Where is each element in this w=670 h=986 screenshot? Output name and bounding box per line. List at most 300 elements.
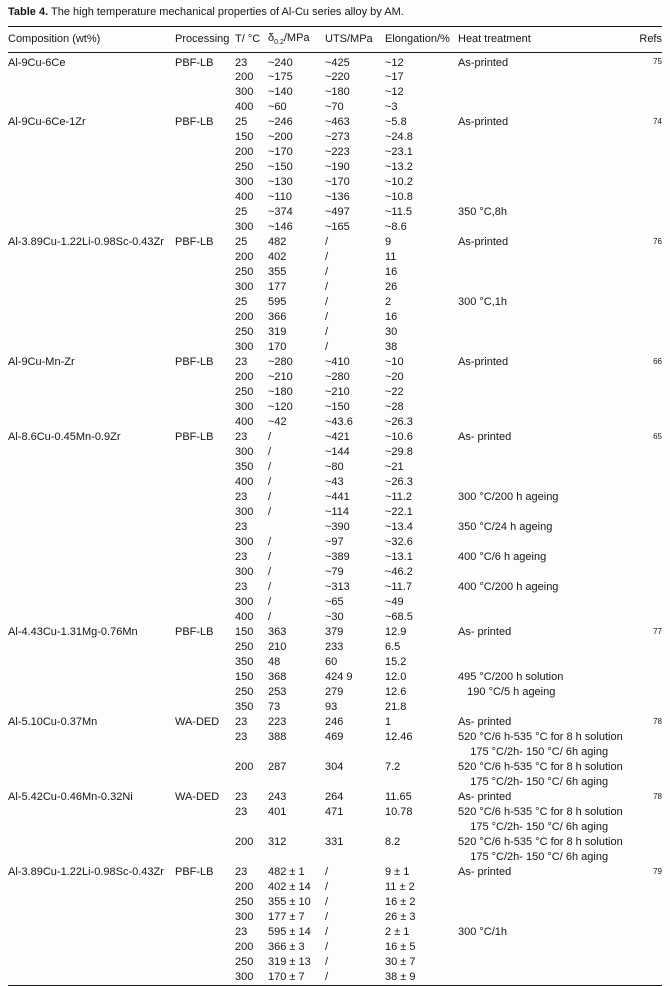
cell-yield-strength: 366 ± 3 bbox=[268, 941, 305, 954]
table-row bbox=[8, 53, 662, 71]
cell-temperature: 300 bbox=[235, 536, 254, 549]
cell-heat-treatment bbox=[458, 415, 626, 430]
cell-temperature: 300 bbox=[235, 566, 254, 579]
cell-composition bbox=[8, 400, 175, 415]
cell-uts: 60 bbox=[325, 656, 338, 669]
table-row bbox=[8, 430, 662, 445]
cell-temperature: 25 bbox=[235, 236, 248, 249]
table-row bbox=[8, 115, 662, 130]
cell-heat-treatment: 400 °C/200 h ageing bbox=[458, 581, 559, 594]
cell-temperature: 23 bbox=[235, 731, 248, 744]
cell-processing bbox=[175, 700, 235, 715]
cell-temperature: 250 bbox=[235, 956, 254, 969]
cell-temperature: 200 bbox=[235, 761, 254, 774]
cell-uts: / bbox=[325, 326, 329, 339]
cell-yield-strength: 402 bbox=[268, 251, 287, 264]
cell-temperature: 200 bbox=[235, 836, 254, 849]
cell-elongation: 26 ± 3 bbox=[385, 911, 416, 924]
cell-composition: Al-5.10Cu-0.37Mn bbox=[8, 716, 98, 729]
cell-uts: 264 bbox=[325, 791, 344, 804]
cell-composition bbox=[8, 730, 175, 745]
cell-heat-treatment: 350 °C,8h bbox=[458, 206, 508, 219]
cell-heat-treatment: 400 °C/6 h ageing bbox=[458, 551, 547, 564]
cell-heat-treatment bbox=[458, 250, 626, 265]
cell-yield-strength: / bbox=[268, 491, 272, 504]
cell-uts: ~280 bbox=[325, 371, 350, 384]
cell-uts: ~497 bbox=[325, 206, 350, 219]
cell-yield-strength: ~200 bbox=[268, 131, 293, 144]
cell-composition bbox=[8, 805, 175, 820]
table-row bbox=[8, 190, 662, 205]
cell-heat-treatment: 190 °C/5 h ageing bbox=[458, 686, 556, 699]
cell-elongation: ~22.1 bbox=[385, 506, 413, 519]
cell-heat-treatment bbox=[458, 940, 626, 955]
cell-temperature: 250 bbox=[235, 161, 254, 174]
cell-ref bbox=[626, 505, 662, 520]
cell-processing: WA-DED bbox=[175, 791, 220, 804]
cell-temperature: 300 bbox=[235, 401, 254, 414]
cell-temperature: 23 bbox=[235, 791, 248, 804]
cell-processing bbox=[175, 925, 235, 940]
table-row bbox=[8, 775, 662, 790]
cell-uts: ~97 bbox=[325, 536, 344, 549]
cell-temperature: 400 bbox=[235, 416, 254, 429]
sigma-subscript: 0.2 bbox=[274, 39, 284, 47]
cell-uts: ~425 bbox=[325, 57, 350, 70]
cell-ref bbox=[626, 910, 662, 925]
cell-uts: 233 bbox=[325, 641, 344, 654]
cell-ref bbox=[626, 775, 662, 790]
cell-heat-treatment bbox=[458, 175, 626, 190]
cell-uts: ~136 bbox=[325, 191, 350, 204]
cell-yield-strength: 319 bbox=[268, 326, 287, 339]
cell-temperature: 200 bbox=[235, 251, 254, 264]
cell-composition bbox=[8, 745, 175, 760]
cell-elongation: 1 bbox=[385, 716, 392, 729]
cell-heat-treatment bbox=[458, 385, 626, 400]
cell-temperature: 250 bbox=[235, 686, 254, 699]
cell-elongation: 11 bbox=[385, 251, 397, 264]
table-row bbox=[8, 265, 662, 280]
cell-elongation: ~10.2 bbox=[385, 176, 413, 189]
column-header-uts: UTS/MPa bbox=[325, 27, 385, 53]
cell-ref: 66 bbox=[653, 357, 662, 367]
cell-composition bbox=[8, 175, 175, 190]
table-row bbox=[8, 565, 662, 580]
cell-elongation: 21.8 bbox=[385, 701, 407, 714]
cell-heat-treatment bbox=[458, 130, 626, 145]
cell-uts: / bbox=[325, 881, 329, 894]
cell-composition: Al-5.42Cu-0.46Mn-0.32Ni bbox=[8, 791, 133, 804]
table-row bbox=[8, 445, 662, 460]
cell-heat-treatment: As-printed bbox=[458, 57, 509, 70]
cell-ref bbox=[626, 145, 662, 160]
cell-uts: ~79 bbox=[325, 566, 344, 579]
cell-uts bbox=[325, 775, 385, 790]
cell-heat-treatment bbox=[458, 880, 626, 895]
cell-yield-strength: ~120 bbox=[268, 401, 293, 414]
cell-ref bbox=[626, 700, 662, 715]
cell-ref bbox=[626, 325, 662, 340]
cell-uts: ~389 bbox=[325, 551, 350, 564]
cell-heat-treatment: 495 °C/200 h solution bbox=[458, 671, 564, 684]
cell-yield-strength: ~130 bbox=[268, 176, 293, 189]
cell-ref bbox=[626, 745, 662, 760]
cell-elongation: 6.5 bbox=[385, 641, 401, 654]
cell-yield-strength: ~146 bbox=[268, 221, 293, 234]
cell-heat-treatment: 520 °C/6 h-535 °C for 8 h solution bbox=[458, 761, 623, 774]
cell-uts: ~43 bbox=[325, 476, 344, 489]
cell-uts: ~410 bbox=[325, 356, 350, 369]
cell-uts bbox=[325, 820, 385, 835]
table-row bbox=[8, 235, 662, 250]
cell-temperature: 23 bbox=[235, 57, 248, 70]
cell-yield-strength: 170 bbox=[268, 341, 287, 354]
cell-ref bbox=[626, 955, 662, 970]
cell-ref bbox=[626, 640, 662, 655]
cell-yield-strength bbox=[268, 775, 325, 790]
cell-processing bbox=[175, 595, 235, 610]
cell-processing bbox=[175, 775, 235, 790]
cell-temperature: 250 bbox=[235, 326, 254, 339]
table-row bbox=[8, 340, 662, 355]
table-row bbox=[8, 385, 662, 400]
cell-heat-treatment bbox=[458, 535, 626, 550]
cell-composition bbox=[8, 415, 175, 430]
table-row bbox=[8, 595, 662, 610]
cell-yield-strength: / bbox=[268, 536, 272, 549]
cell-yield-strength bbox=[268, 850, 325, 865]
cell-temperature: 23 bbox=[235, 551, 248, 564]
cell-elongation: ~49 bbox=[385, 596, 404, 609]
table-row bbox=[8, 535, 662, 550]
cell-temperature: 25 bbox=[235, 116, 248, 129]
cell-processing bbox=[175, 70, 235, 85]
cell-heat-treatment bbox=[458, 610, 626, 625]
cell-processing bbox=[175, 880, 235, 895]
cell-heat-treatment bbox=[458, 640, 626, 655]
cell-elongation: 16 bbox=[385, 311, 398, 324]
cell-heat-treatment bbox=[458, 595, 626, 610]
cell-temperature: 25 bbox=[235, 206, 248, 219]
cell-yield-strength: 73 bbox=[268, 701, 281, 714]
table-row bbox=[8, 160, 662, 175]
cell-elongation: ~11.7 bbox=[385, 581, 413, 594]
cell-uts: ~70 bbox=[325, 101, 344, 114]
cell-elongation: 2 ± 1 bbox=[385, 926, 410, 939]
cell-processing bbox=[175, 415, 235, 430]
table-row bbox=[8, 490, 662, 505]
cell-temperature: 350 bbox=[235, 461, 254, 474]
cell-temperature: 23 bbox=[235, 521, 248, 534]
cell-ref bbox=[626, 85, 662, 100]
cell-temperature: 300 bbox=[235, 911, 254, 924]
table-row bbox=[8, 505, 662, 520]
cell-heat-treatment bbox=[458, 100, 626, 115]
cell-elongation: ~26.3 bbox=[385, 416, 413, 429]
cell-processing bbox=[175, 610, 235, 625]
cell-composition bbox=[8, 520, 175, 535]
cell-processing bbox=[175, 520, 235, 535]
cell-elongation: 10.78 bbox=[385, 806, 413, 819]
cell-temperature: 300 bbox=[235, 506, 254, 519]
cell-yield-strength: ~280 bbox=[268, 356, 293, 369]
cell-processing bbox=[175, 280, 235, 295]
cell-uts: ~463 bbox=[325, 116, 350, 129]
cell-yield-strength: 388 bbox=[268, 731, 287, 744]
cell-composition: Al-8.6Cu-0.45Mn-0.9Zr bbox=[8, 431, 121, 444]
cell-processing bbox=[175, 685, 235, 700]
cell-heat-treatment bbox=[458, 145, 626, 160]
cell-heat-treatment: As- printed bbox=[458, 716, 512, 729]
column-header-elongation: Elongation/% bbox=[385, 27, 458, 53]
cell-composition bbox=[8, 760, 175, 775]
cell-ref bbox=[626, 400, 662, 415]
cell-composition bbox=[8, 445, 175, 460]
cell-uts: ~223 bbox=[325, 146, 350, 159]
cell-ref: 79 bbox=[653, 867, 662, 877]
cell-heat-treatment: As-printed bbox=[458, 116, 509, 129]
cell-yield-strength: / bbox=[268, 566, 272, 579]
cell-temperature bbox=[235, 775, 268, 790]
cell-uts: ~390 bbox=[325, 521, 350, 534]
cell-composition bbox=[8, 205, 175, 220]
table-row bbox=[8, 715, 662, 730]
cell-ref bbox=[626, 820, 662, 835]
cell-temperature: 23 bbox=[235, 716, 248, 729]
cell-heat-treatment: 520 °C/6 h-535 °C for 8 h solution bbox=[458, 731, 623, 744]
table-row bbox=[8, 550, 662, 565]
cell-uts: / bbox=[325, 266, 329, 279]
cell-ref bbox=[626, 295, 662, 310]
cell-processing bbox=[175, 160, 235, 175]
cell-elongation: 16 ± 5 bbox=[385, 941, 416, 954]
cell-processing bbox=[175, 745, 235, 760]
cell-ref bbox=[626, 160, 662, 175]
cell-yield-strength: 368 bbox=[268, 671, 287, 684]
cell-elongation: ~13.2 bbox=[385, 161, 413, 174]
cell-temperature: 23 bbox=[235, 866, 248, 879]
cell-elongation: ~3 bbox=[385, 101, 398, 114]
cell-composition bbox=[8, 250, 175, 265]
cell-elongation: 9 ± 1 bbox=[385, 866, 410, 879]
cell-ref: 78 bbox=[653, 717, 662, 727]
cell-elongation: 11 ± 2 bbox=[385, 881, 415, 894]
cell-ref bbox=[626, 805, 662, 820]
cell-processing bbox=[175, 565, 235, 580]
cell-composition bbox=[8, 460, 175, 475]
cell-yield-strength: / bbox=[268, 596, 272, 609]
cell-uts: / bbox=[325, 941, 329, 954]
table-row bbox=[8, 940, 662, 955]
cell-temperature: 200 bbox=[235, 881, 254, 894]
cell-elongation: ~11.2 bbox=[385, 491, 413, 504]
cell-yield-strength: 177 ± 7 bbox=[268, 911, 305, 924]
cell-uts: 93 bbox=[325, 701, 338, 714]
cell-yield-strength: 355 bbox=[268, 266, 287, 279]
cell-uts: 471 bbox=[325, 806, 344, 819]
cell-elongation: ~21 bbox=[385, 461, 404, 474]
cell-processing bbox=[175, 340, 235, 355]
cell-temperature: 250 bbox=[235, 266, 254, 279]
cell-temperature: 150 bbox=[235, 131, 254, 144]
table-row bbox=[8, 745, 662, 760]
cell-elongation bbox=[385, 745, 458, 760]
cell-yield-strength: 355 ± 10 bbox=[268, 896, 311, 909]
table-row bbox=[8, 760, 662, 775]
cell-uts: ~313 bbox=[325, 581, 350, 594]
table-row bbox=[8, 880, 662, 895]
cell-elongation: 26 bbox=[385, 281, 398, 294]
cell-ref bbox=[626, 250, 662, 265]
cell-uts: ~441 bbox=[325, 491, 350, 504]
cell-elongation: 12.46 bbox=[385, 731, 413, 744]
table-row bbox=[8, 580, 662, 595]
cell-temperature: 200 bbox=[235, 71, 254, 84]
cell-elongation: 8.2 bbox=[385, 836, 401, 849]
cell-processing bbox=[175, 265, 235, 280]
cell-elongation bbox=[385, 850, 458, 865]
cell-temperature: 150 bbox=[235, 626, 254, 639]
cell-ref bbox=[626, 580, 662, 595]
cell-composition bbox=[8, 925, 175, 940]
cell-temperature: 200 bbox=[235, 311, 254, 324]
cell-yield-strength: 402 ± 14 bbox=[268, 881, 311, 894]
cell-heat-treatment bbox=[458, 325, 626, 340]
cell-processing: WA-DED bbox=[175, 716, 220, 729]
cell-temperature: 300 bbox=[235, 86, 254, 99]
cell-composition bbox=[8, 85, 175, 100]
cell-uts: 246 bbox=[325, 716, 344, 729]
cell-yield-strength: / bbox=[268, 551, 272, 564]
cell-uts: ~114 bbox=[325, 506, 349, 519]
cell-heat-treatment bbox=[458, 160, 626, 175]
cell-elongation: 12.6 bbox=[385, 686, 407, 699]
table-row bbox=[8, 730, 662, 745]
cell-yield-strength: 177 bbox=[268, 281, 287, 294]
cell-composition bbox=[8, 325, 175, 340]
table-row bbox=[8, 475, 662, 490]
cell-heat-treatment bbox=[458, 190, 626, 205]
cell-ref: 74 bbox=[653, 117, 662, 127]
cell-yield-strength: ~180 bbox=[268, 386, 293, 399]
cell-ref bbox=[626, 220, 662, 235]
cell-elongation: ~23.1 bbox=[385, 146, 413, 159]
cell-ref bbox=[626, 490, 662, 505]
table-row bbox=[8, 370, 662, 385]
cell-uts: ~421 bbox=[325, 431, 350, 444]
cell-elongation: 12.0 bbox=[385, 671, 407, 684]
cell-elongation: ~46.2 bbox=[385, 566, 413, 579]
cell-uts: 379 bbox=[325, 626, 344, 639]
cell-composition bbox=[8, 670, 175, 685]
cell-uts: / bbox=[325, 341, 329, 354]
cell-yield-strength: ~210 bbox=[268, 371, 293, 384]
cell-composition bbox=[8, 265, 175, 280]
cell-yield-strength: 401 bbox=[268, 806, 287, 819]
cell-ref bbox=[626, 595, 662, 610]
cell-ref bbox=[626, 340, 662, 355]
cell-heat-treatment: As-printed bbox=[458, 236, 509, 249]
cell-processing bbox=[175, 85, 235, 100]
cell-heat-treatment bbox=[458, 370, 626, 385]
cell-uts: / bbox=[325, 956, 329, 969]
cell-heat-treatment bbox=[458, 265, 626, 280]
cell-processing bbox=[175, 475, 235, 490]
table-row bbox=[8, 610, 662, 625]
table-row bbox=[8, 250, 662, 265]
table-row bbox=[8, 175, 662, 190]
cell-processing bbox=[175, 295, 235, 310]
cell-ref bbox=[626, 685, 662, 700]
cell-ref: 75 bbox=[653, 57, 662, 67]
table-row bbox=[8, 520, 662, 535]
cell-elongation bbox=[385, 775, 458, 790]
cell-heat-treatment bbox=[458, 445, 626, 460]
cell-composition: Al-4.43Cu-1.31Mg-0.76Mn bbox=[8, 626, 138, 639]
cell-heat-treatment: 300 °C,1h bbox=[458, 296, 508, 309]
cell-processing bbox=[175, 400, 235, 415]
cell-ref: 76 bbox=[653, 237, 662, 247]
table-row bbox=[8, 655, 662, 670]
cell-uts: ~144 bbox=[325, 446, 350, 459]
cell-elongation: ~17 bbox=[385, 71, 404, 84]
cell-elongation: ~22 bbox=[385, 386, 404, 399]
cell-composition bbox=[8, 490, 175, 505]
cell-uts: ~165 bbox=[325, 221, 350, 234]
cell-composition bbox=[8, 505, 175, 520]
cell-heat-treatment: As- printed bbox=[458, 866, 512, 879]
cell-yield-strength: 48 bbox=[268, 656, 281, 669]
cell-composition bbox=[8, 190, 175, 205]
cell-heat-treatment: As-printed bbox=[458, 356, 509, 369]
cell-ref bbox=[626, 310, 662, 325]
table-row bbox=[8, 925, 662, 940]
cell-elongation: ~10.6 bbox=[385, 431, 413, 444]
cell-uts: ~43.6 bbox=[325, 416, 353, 429]
cell-processing bbox=[175, 730, 235, 745]
cell-composition bbox=[8, 475, 175, 490]
cell-yield-strength bbox=[268, 820, 325, 835]
table-row bbox=[8, 835, 662, 850]
cell-ref bbox=[626, 550, 662, 565]
cell-yield-strength: 366 bbox=[268, 311, 287, 324]
cell-yield-strength: ~150 bbox=[268, 161, 293, 174]
cell-uts: / bbox=[325, 281, 329, 294]
cell-processing bbox=[175, 220, 235, 235]
cell-temperature: 400 bbox=[235, 191, 254, 204]
cell-temperature: 300 bbox=[235, 176, 254, 189]
cell-composition bbox=[8, 580, 175, 595]
table-row bbox=[8, 955, 662, 970]
cell-composition bbox=[8, 70, 175, 85]
cell-elongation: 15.2 bbox=[385, 656, 407, 669]
cell-elongation: 38 bbox=[385, 341, 398, 354]
cell-composition: Al-3.89Cu-1.22Li-0.98Sc-0.43Zr bbox=[8, 236, 164, 249]
cell-processing bbox=[175, 895, 235, 910]
cell-temperature: 23 bbox=[235, 431, 248, 444]
cell-yield-strength: 482 ± 1 bbox=[268, 866, 305, 879]
cell-composition bbox=[8, 970, 175, 986]
cell-processing bbox=[175, 580, 235, 595]
table-row bbox=[8, 130, 662, 145]
cell-ref bbox=[626, 895, 662, 910]
cell-processing bbox=[175, 490, 235, 505]
cell-temperature: 400 bbox=[235, 611, 254, 624]
table-row bbox=[8, 415, 662, 430]
cell-composition bbox=[8, 910, 175, 925]
cell-elongation: ~12 bbox=[385, 57, 404, 70]
